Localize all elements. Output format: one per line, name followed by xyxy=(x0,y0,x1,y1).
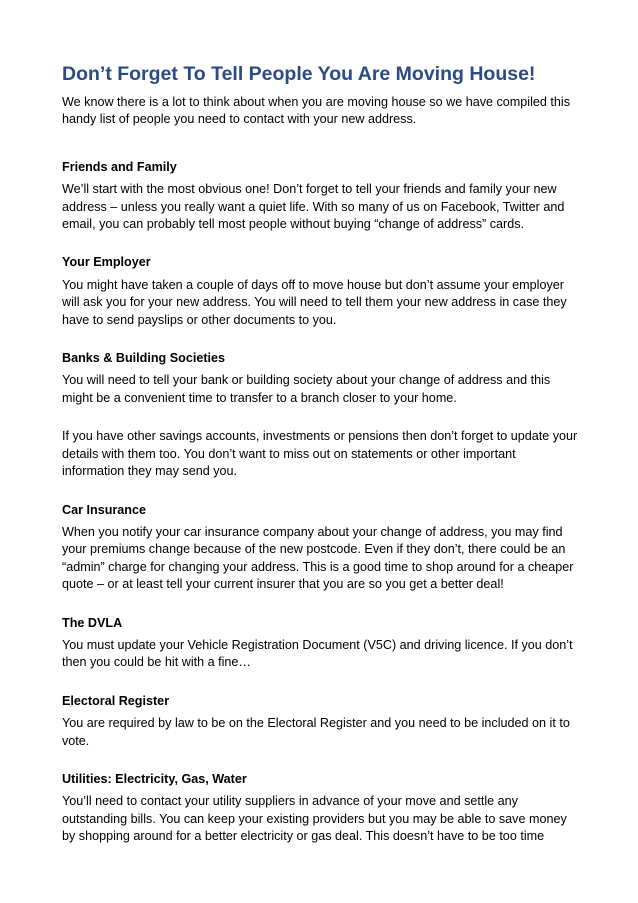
section-heading: Utilities: Electricity, Gas, Water xyxy=(62,771,247,786)
section-paragraph: We’ll start with the most obvious one! Don’t forget to tell your friends and family your new address – unless you really want a quiet life. With so many of us on Facebook, Twitter and email, you can probably tell most people without buying “change of address” cards. xyxy=(62,182,565,232)
section-paragraph: If you have other savings accounts, investments or pensions then don’t forget to update your details with them too. You don’t want to miss out on statements or other important information they may send you. xyxy=(62,429,578,479)
section-heading: The DVLA xyxy=(62,615,123,630)
section-heading: Electoral Register xyxy=(62,693,170,708)
section-paragraph: You’ll need to contact your utility suppliers in advance of your move and settle any outstanding bills. You can keep your existing providers but you may be able to save money by shopping around for a better electricity or gas deal. This doesn’t have to be too time xyxy=(62,794,567,844)
section-paragraph: When you notify your car insurance company about your change of address, you may find your premiums change because of the new postcode. Even if they don’t, there could be an “admin” charge for changing your address. This is a good time to shop around for a cheaper quote – or at least tell your current insurer that you are so you get a better deal! xyxy=(62,524,574,592)
section-car-insurance xyxy=(62,502,580,594)
section-your-employer xyxy=(62,254,580,329)
section-paragraph: You will need to tell your bank or building society about your change of address and this might be a convenient time to transfer to a branch closer to your home. xyxy=(62,373,551,405)
section-paragraph: You must update your Vehicle Registration Document (V5C) and driving licence. If you don’t then you could be hit with a fine… xyxy=(62,637,573,670)
section-the-dvla xyxy=(62,615,580,672)
document-title: Don’t Forget To Tell People You Are Moving House! xyxy=(62,63,536,85)
section-banks-building-societies xyxy=(62,350,580,480)
section-paragraph: You might have taken a couple of days off to move house but don’t assume your employer will ask you for your new address. You will need to tell them your new address in case they have to send payslips or other documents to you. xyxy=(62,277,567,327)
section-heading: Your Employer xyxy=(62,255,151,270)
section-heading: Car Insurance xyxy=(62,502,146,517)
section-utilities xyxy=(62,771,580,846)
section-heading: Friends and Family xyxy=(62,159,177,174)
section-electoral-register xyxy=(62,693,580,750)
intro-paragraph: We know there is a lot to think about when you are moving house so we have compiled this handy list of people you need to contact with your new address. xyxy=(62,95,570,127)
section-heading: Banks & Building Societies xyxy=(62,351,226,366)
section-friends-and-family xyxy=(62,159,580,234)
section-paragraph: You are required by law to be on the Electoral Register and you need to be included on it to vote. xyxy=(62,716,570,748)
